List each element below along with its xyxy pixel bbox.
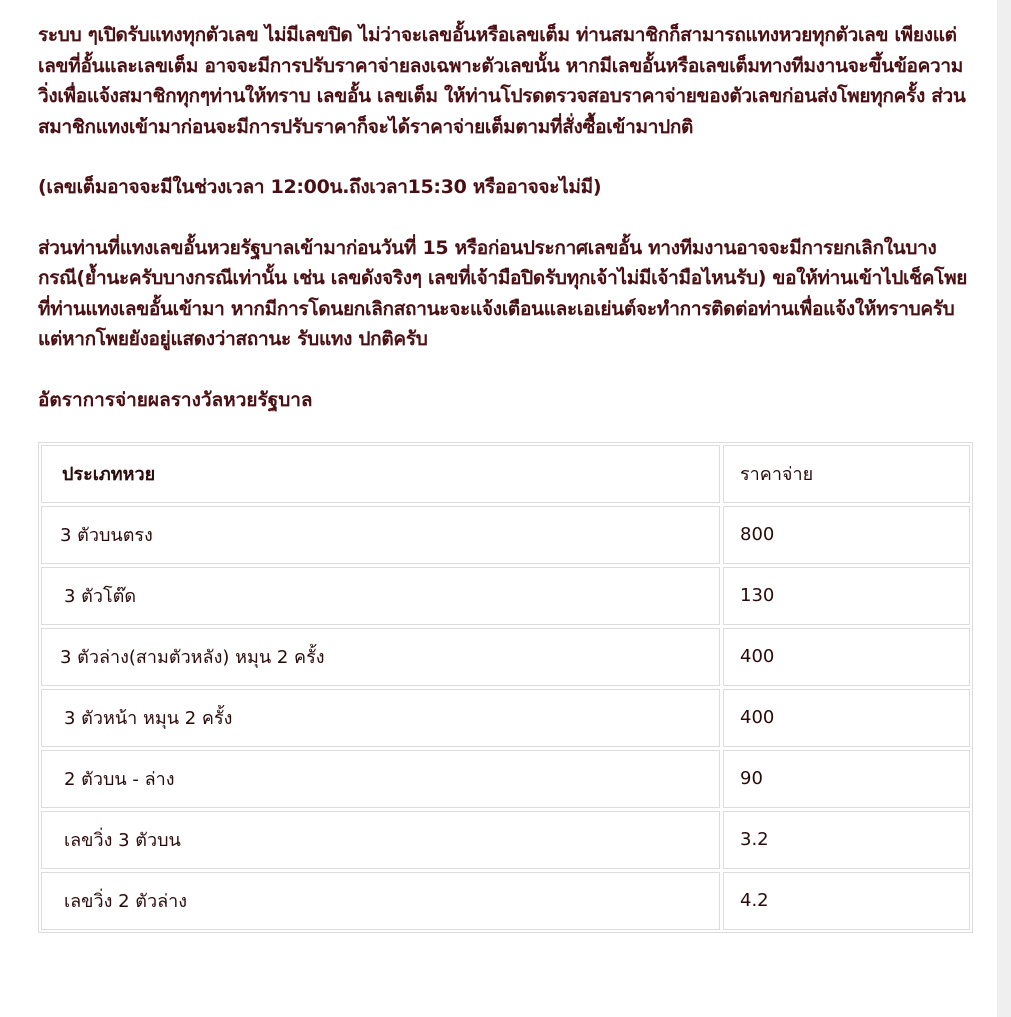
- rates-heading: อัตราการจ่ายผลรางวัลหวยรัฐบาล: [38, 388, 313, 411]
- header-lottery-type: ประเภทหวย: [41, 445, 720, 503]
- row-payout: 90: [723, 750, 970, 808]
- row-lottery-type: 3 ตัวโต๊ด: [41, 567, 720, 625]
- table-row: [41, 811, 970, 869]
- row-lottery-type: 3 ตัวหน้า หมุน 2 ครั้ง: [41, 689, 720, 747]
- table-row: [41, 567, 970, 625]
- row-lottery-type: 3 ตัวล่าง(สามตัวหลัง) หมุน 2 ครั้ง: [41, 628, 720, 686]
- intro-paragraph: ระบบ ๆเปิดรับแทงทุกตัวเลข ไม่มีเลขปิด ไม่ว่าจะเลขอั้นหรือเลขเต็ม ท่านสมาชิกก็สามารถแทงหวยทุกตัวเลข เพียงแต่เลขที่อั้นและเลขเต็ม อาจจะมีการปรับราคาจ่ายลงเฉพาะตัวเลขนั้น หากมีเลขอั้นหรือเลขเต็มทางทีมงานจะขึ้นข้อความวิ่งเพื่อแจ้งสมาชิกทุกๆท่านให้ทราบ เลขอั้น เลขเต็ม ให้ท่านโปรดตรวจสอบราคาจ่ายของตัวเลขก่อนส่งโพยทุกครั้ง ส่วนสมาชิกแทงเข้ามาก่อนจะมีการปรับราคาก็จะได้ราคาจ่ายเต็มตามที่สั่งซื้อเข้ามาปกติ: [38, 24, 966, 138]
- payout-rates-table: [38, 442, 973, 933]
- page-scroll-strip: [997, 0, 1011, 1017]
- row-payout: 400: [723, 628, 970, 686]
- table-row: [41, 872, 970, 930]
- row-lottery-type: เลขวิ่ง 2 ตัวล่าง: [41, 872, 720, 930]
- row-payout: 800: [723, 506, 970, 564]
- row-payout: 4.2: [723, 872, 970, 930]
- table-row: [41, 750, 970, 808]
- table-row: [41, 506, 970, 564]
- row-lottery-type: เลขวิ่ง 3 ตัวบน: [41, 811, 720, 869]
- full-number-time-note: (เลขเต็มอาจจะมีในช่วงเวลา 12:00น.ถึงเวลา15:30 หรืออาจจะไม่มี): [38, 176, 602, 198]
- row-lottery-type: 3 ตัวบนตรง: [41, 506, 720, 564]
- row-payout: 3.2: [723, 811, 970, 869]
- cancellation-paragraph: ส่วนท่านที่แทงเลขอั้นหวยรัฐบาลเข้ามาก่อนวันที่ 15 หรือก่อนประกาศเลขอั้น ทางทีมงานอาจจะมีการยกเลิกในบางกรณี(ย้ำนะครับบางกรณีเท่านั้น เช่น เลขดังจริงๆ เลขที่เจ้ามือปิดรับทุกเจ้าไม่มีเจ้ามือไหนรับ) ขอให้ท่านเข้าไปเช็คโพยที่ท่านแทงเลขอั้นเข้ามา หากมีการโดนยกเลิกสถานะจะแจ้งเตือนและเอเย่นต์จะทำการติดต่อท่านเพื่อแจ้งให้ทราบครับ แต่หากโพยยังอยู่แสดงว่าสถานะ รับแทง ปกติครับ: [38, 236, 968, 350]
- article-content: [38, 20, 973, 933]
- row-payout: 130: [723, 567, 970, 625]
- table-row: [41, 628, 970, 686]
- table-row: [41, 689, 970, 747]
- header-payout: ราคาจ่าย: [723, 445, 970, 503]
- row-lottery-type: 2 ตัวบน - ล่าง: [41, 750, 720, 808]
- row-payout: 400: [723, 689, 970, 747]
- table-header-row: [41, 445, 970, 503]
